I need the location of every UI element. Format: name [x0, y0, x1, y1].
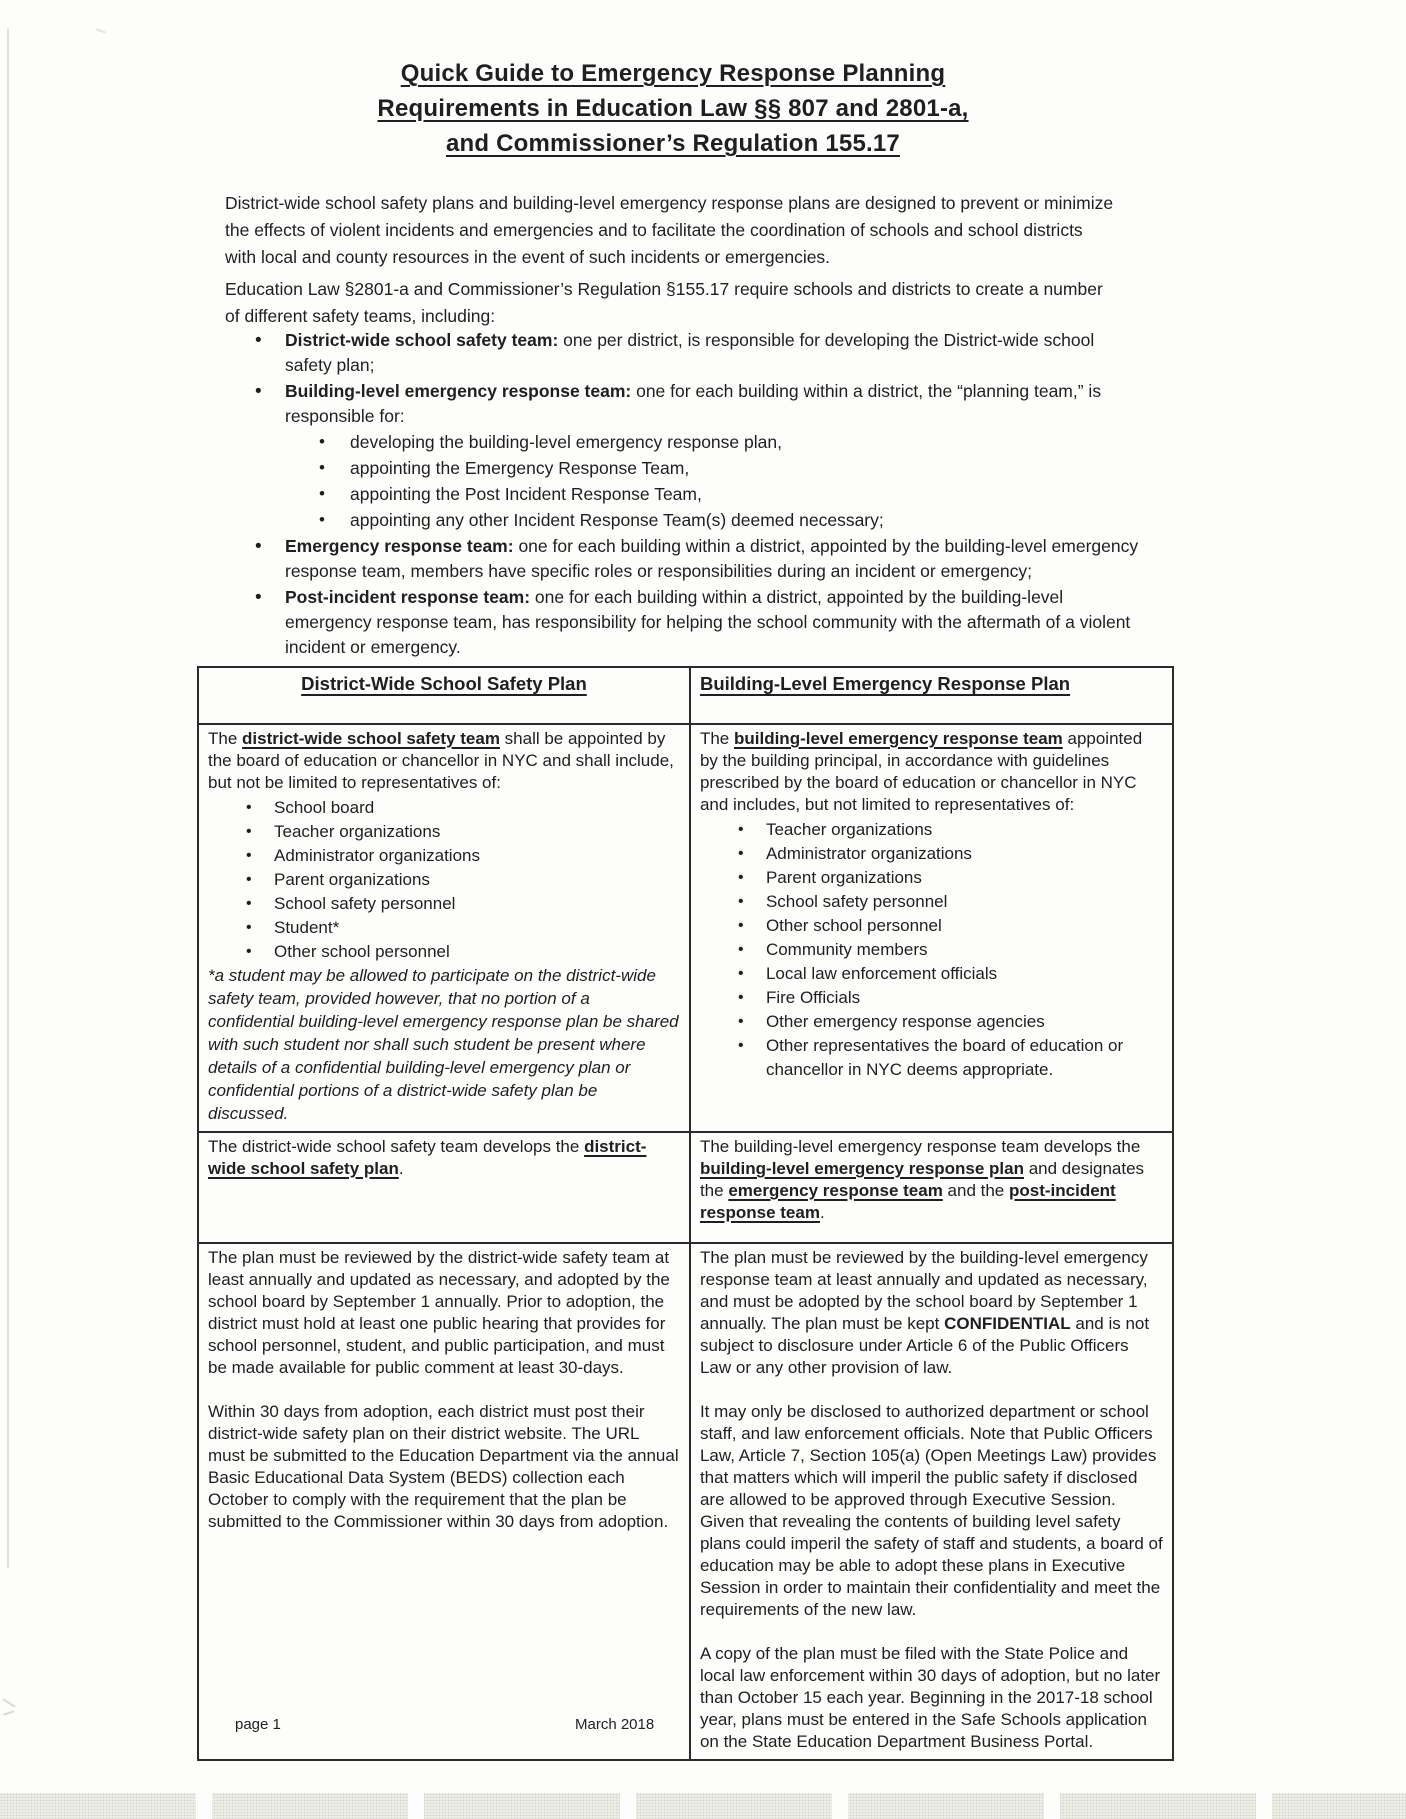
list-item: • Parent organizations	[208, 868, 680, 892]
team-description: Post-incident response team: one for each building within a district, appointed by the building-level emergency response team, has responsibility for helping the school community with the aftermath of a violent incident or emergency.	[285, 587, 1131, 657]
intro-paragraph-2: Education Law §2801-a and Commissioner’s Regulation §155.17 require schools and districts to create a number of different safety teams, including:	[225, 278, 1103, 326]
team-description: Emergency response team: one for each building within a district, appointed by the building-level emergency response team, members have specific roles or responsibilities during an incident or emergency;	[285, 536, 1139, 581]
title-line-2: Requirements in Education Law §§ 807 and 2801-a,	[377, 95, 969, 122]
list-item-post-incident-team	[225, 585, 1145, 660]
cell-building-plan-development	[690, 1132, 1173, 1243]
cell-lead-text: The district-wide school safety team shall be appointed by the board of education or chancellor in NYC and shall include, but not be limited to representatives of:	[208, 729, 674, 792]
list-item: • Parent organizations	[700, 866, 1163, 890]
list-item: • Community members	[700, 938, 1163, 962]
list-item: • School safety personnel	[208, 892, 680, 916]
cell-district-review-requirements	[198, 1243, 690, 1760]
cell-building-team-composition	[690, 724, 1173, 1132]
title-line-3: and Commissioner’s Regulation 155.17	[445, 130, 900, 157]
scan-smudge-artifact	[3, 1698, 16, 1707]
list-item: • Fire Officials	[700, 986, 1163, 1010]
cell-paragraph: The plan must be reviewed by the building-level emergency response team at least annually and updated as necessary, and must be adopted by the school board by September 1 annually. The plan must be kept CONFIDENTIAL and is not subject to disclosure under Article 6 of the Public Officers Law or any other provision of law.	[699, 1248, 1150, 1377]
scan-smudge-artifact	[96, 28, 106, 33]
table-row-review-adoption	[198, 1243, 1173, 1760]
title-line-1: Quick Guide to Emergency Response Planning	[400, 60, 946, 87]
district-team-members-list	[208, 796, 680, 964]
list-item-emergency-response-team	[225, 534, 1145, 584]
student-footnote: *a student may be allowed to participate on the district-wide safety team, provided however, that no portion of a confidential building-level emergency response plan be shared with such student nor shall such student be present where details of a confidential building-level emergency plan or confidential portions of a district-wide safety plan be discussed.	[208, 966, 679, 1123]
list-item: • Teacher organizations	[700, 818, 1163, 842]
cell-text: The building-level emergency response team develops the building-level emergency response plan and designates the emergency response team and the post-incident response team.	[699, 1137, 1145, 1222]
team-description: District-wide school safety team: one per district, is responsible for developing the District-wide school safety plan;	[285, 330, 1095, 375]
list-item: • School safety personnel	[700, 890, 1163, 914]
list-item: • developing the building-level emergency response plan,	[285, 429, 1145, 455]
cell-lead-text: The building-level emergency response team appointed by the building principal, in accordance with guidelines prescribed by the board of education or chancellor in NYC and includes, but not limited to representatives of:	[699, 729, 1143, 814]
list-item: • Other school personnel	[700, 914, 1163, 938]
paragraph-gap	[700, 1379, 1163, 1401]
list-item: • School board	[208, 796, 680, 820]
building-team-members-list	[700, 818, 1163, 1082]
document-title	[0, 56, 1346, 161]
cell-district-plan-development	[198, 1132, 690, 1243]
list-item: • Administrator organizations	[208, 844, 680, 868]
safety-teams-list	[225, 328, 1145, 661]
cell-paragraph: Within 30 days from adoption, each district must post their district-wide safety plan on their district website. The URL must be submitted to the Education Department via the annual Basic Educational Data System (BEDS) collection each October to comply with the requirement that the plan be submitted to the Commissioner within 30 days from adoption.	[208, 1402, 679, 1531]
cell-paragraph: A copy of the plan must be filed with the State Police and local law enforcement within 30 days of adoption, but no later than October 15 each year. Beginning in the 2017-18 school year, plans must be entered in the Safe Schools application on the State Education Department Business Portal.	[699, 1644, 1161, 1751]
table-row-team-composition	[198, 724, 1173, 1132]
list-item: • Teacher organizations	[208, 820, 680, 844]
list-item: • Student*	[208, 916, 680, 940]
page-number: page 1	[235, 1716, 281, 1733]
cell-paragraph: The plan must be reviewed by the district-wide safety team at least annually and updated as necessary, and adopted by the school board by September 1 annually. Prior to adoption, the district must hold at least one public hearing that provides for school personnel, student, and public participation, and must be made available for public comment at least 30-days.	[208, 1248, 670, 1377]
scan-edge-artifact	[7, 28, 9, 1568]
list-item-building-level-team	[225, 379, 1145, 533]
list-item: • Administrator organizations	[700, 842, 1163, 866]
building-level-responsibilities-list	[285, 429, 1145, 533]
document-date: March 2018	[575, 1716, 655, 1733]
scan-smudge-artifact	[3, 1710, 14, 1715]
cell-district-team-composition	[198, 724, 690, 1132]
list-item: • Other emergency response agencies	[700, 1010, 1163, 1034]
paragraph-gap	[208, 1379, 680, 1401]
cell-building-review-requirements	[690, 1243, 1173, 1760]
column-header-district-wide: District-Wide School Safety Plan	[198, 667, 690, 724]
scan-bottom-edge-artifact	[0, 1793, 1406, 1819]
table-header-row	[198, 667, 1173, 724]
table-row-plan-development	[198, 1132, 1173, 1243]
cell-paragraph: It may only be disclosed to authorized department or school staff, and law enforcement officials. Note that Public Officers Law, Article 7, Section 105(a) (Open Meetings Law) provides that matters which will imperil the public safety if disclosed are allowed to be approved through Executive Session. Given that revealing the contents of building level safety plans could imperil the safety of staff and students, a board of education may be able to adopt these plans in Executive Session in order to maintain their confidentiality and meet the requirements of the new law.	[699, 1402, 1163, 1619]
list-item: • appointing any other Incident Response Team(s) deemed necessary;	[285, 507, 1145, 533]
list-item-district-wide-team	[225, 328, 1145, 378]
plans-comparison-table	[197, 666, 1174, 1761]
paragraph-gap	[700, 1621, 1163, 1643]
column-header-building-level: Building-Level Emergency Response Plan	[690, 667, 1173, 724]
list-item: • appointing the Post Incident Response Team,	[285, 481, 1145, 507]
cell-text: The district-wide school safety team develops the district-wide school safety plan.	[208, 1137, 647, 1178]
team-description: Building-level emergency response team: one for each building within a district, the “planning team,” is responsible for:	[285, 381, 1102, 426]
intro-paragraph-1: District-wide school safety plans and building-level emergency response plans are designed to prevent or minimize the effects of violent incidents and emergencies and to facilitate the coordination of schools and school districts with local and county resources in the event of such incidents or emergencies.	[225, 192, 1114, 267]
list-item: • Local law enforcement officials	[700, 962, 1163, 986]
list-item: • Other school personnel	[208, 940, 680, 964]
list-item: • appointing the Emergency Response Team,	[285, 455, 1145, 481]
list-item: • Other representatives the board of education or chancellor in NYC deems appropriate.	[700, 1034, 1163, 1082]
